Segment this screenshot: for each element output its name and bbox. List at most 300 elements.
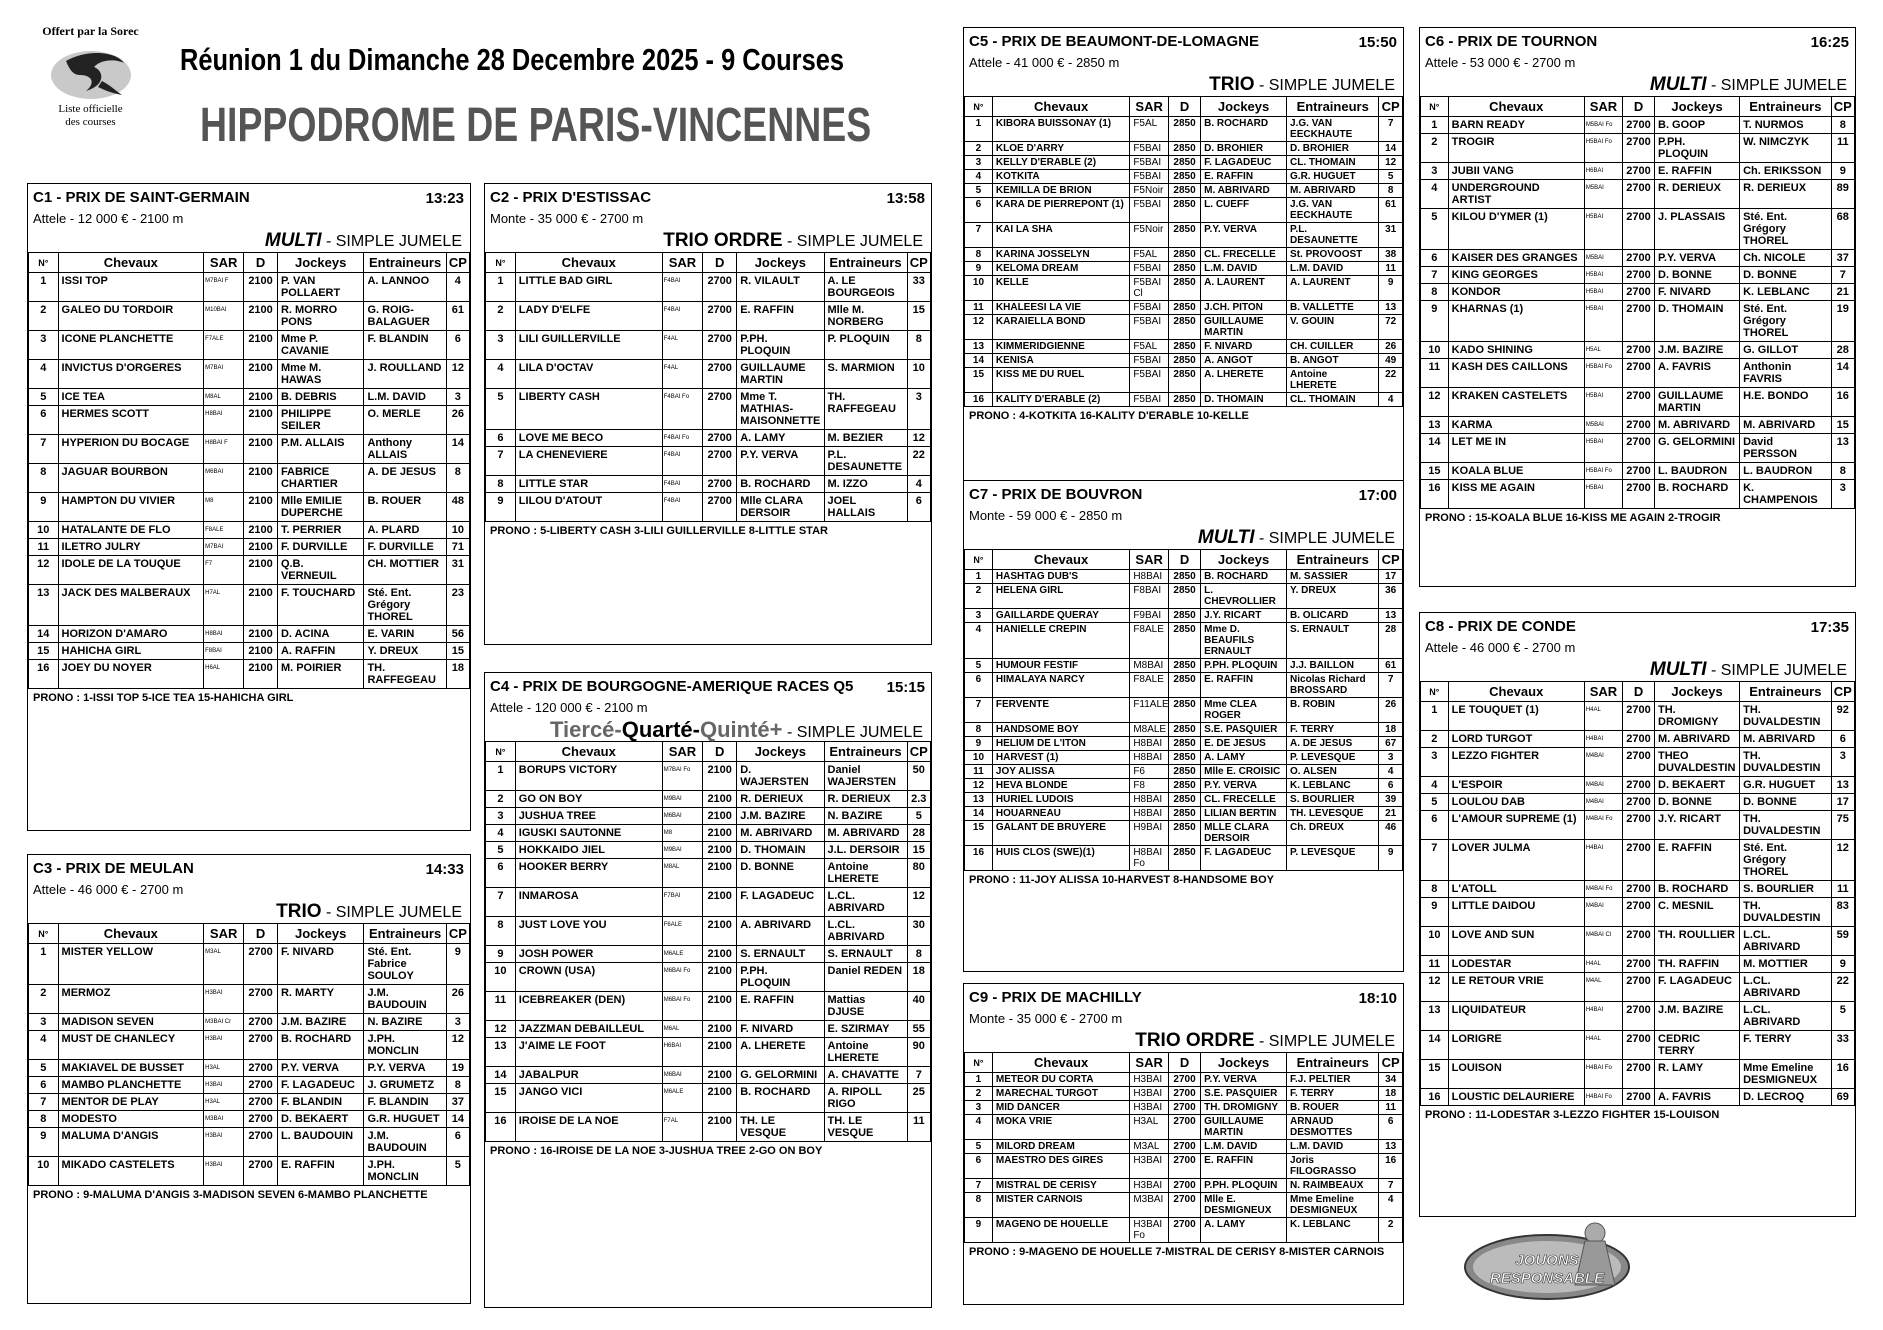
jockey: P.Y. VERVA — [1655, 250, 1740, 267]
horse-name: MARECHAL TURGOT — [992, 1087, 1129, 1101]
jockey: P.PH. PLOQUIN — [737, 963, 824, 992]
table-row — [486, 1084, 931, 1113]
runner-number: 16 — [29, 660, 59, 689]
distance: 2700 — [1623, 794, 1655, 811]
horse-name: MAGENO DE HOUELLE — [992, 1218, 1129, 1243]
runner-number: 13 — [965, 340, 993, 354]
column-header: Entraineurs — [824, 253, 907, 273]
distance: 2100 — [244, 406, 278, 435]
table-row — [965, 1179, 1403, 1193]
runner-number: 2 — [965, 1087, 993, 1101]
horse-name: HERMES SCOTT — [58, 406, 204, 435]
trainer: CL. THOMAIN — [1287, 393, 1379, 407]
race-time: 17:00 — [1358, 487, 1397, 504]
trainer: TH. RAFFEGEAU — [824, 389, 907, 430]
sar: H5BAI Fo — [1584, 359, 1622, 388]
odds: 34 — [1379, 1073, 1403, 1087]
horse-name: LE RETOUR VRIE — [1448, 973, 1584, 1002]
table-row — [1421, 777, 1855, 794]
jockey: B. DEBRIS — [277, 389, 364, 406]
horse-name: L'ESPOIR — [1448, 777, 1584, 794]
runner-number: 5 — [29, 389, 59, 406]
runner-number: 6 — [1421, 250, 1449, 267]
sar: F4AL — [662, 360, 702, 389]
distance: 2100 — [244, 273, 278, 302]
table-row — [29, 302, 470, 331]
horse-name: LE TOUQUET (1) — [1448, 702, 1584, 731]
horse-name: JABALPUR — [515, 1067, 662, 1084]
odds: 8 — [446, 1077, 469, 1094]
distance: 2700 — [1623, 956, 1655, 973]
runner-number: 14 — [965, 807, 993, 821]
trainer: N. RAIMBEAUX — [1287, 1179, 1379, 1193]
runner-number: 9 — [965, 262, 993, 276]
jockey: B. ROCHARD — [277, 1031, 364, 1060]
table-row — [1421, 163, 1855, 180]
prono-line: PRONO : 15-KOALA BLUE 16-KISS ME AGAIN 2-TROGIR — [1425, 512, 1721, 524]
odds: 12 — [907, 430, 930, 447]
horse-name: KIBORA BUISSONAY (1) — [992, 117, 1129, 142]
odds: 59 — [1831, 927, 1854, 956]
table-row — [965, 737, 1403, 751]
table-row — [486, 447, 931, 476]
column-header: N° — [965, 97, 993, 117]
column-header: Entraineurs — [824, 742, 907, 762]
runner-number: 11 — [486, 992, 516, 1021]
runner-number: 4 — [29, 360, 59, 389]
column-header: N° — [965, 550, 993, 570]
distance: 2850 — [1168, 793, 1200, 807]
runner-number: 7 — [965, 223, 993, 248]
horse-name: MOKA VRIE — [992, 1115, 1129, 1140]
sar: M4BAI Cl — [1584, 927, 1622, 956]
table-row — [1421, 250, 1855, 267]
jockey: R. LAMY — [1655, 1060, 1740, 1089]
trainer: V. GOUIN — [1287, 315, 1379, 340]
jockey: B. GOOP — [1655, 117, 1740, 134]
sar: H8BAI F — [204, 435, 244, 464]
horse-name: ISSI TOP — [58, 273, 204, 302]
runner-number: 5 — [965, 184, 993, 198]
sar: H8BAI — [1130, 737, 1169, 751]
distance: 2700 — [244, 1077, 278, 1094]
jockey: L. CHEVROLLIER — [1201, 584, 1287, 609]
sar: M7BAI — [204, 360, 244, 389]
trainer: P. PLOQUIN — [824, 331, 907, 360]
sar: F5BAI — [1130, 315, 1169, 340]
runner-number: 5 — [486, 389, 516, 430]
trainer: CH. MOTTIER — [364, 556, 446, 585]
table-row — [965, 751, 1403, 765]
jockey: GUILLAUME MARTIN — [1201, 315, 1287, 340]
horse-name: ICEBREAKER (DEN) — [515, 992, 662, 1021]
distance: 2700 — [244, 1157, 278, 1186]
jockey: FABRICE CHARTIER — [277, 464, 364, 493]
odds: 50 — [907, 762, 930, 791]
odds: 80 — [907, 859, 930, 888]
jockey: E. DE JESUS — [1201, 737, 1287, 751]
distance: 2100 — [703, 808, 737, 825]
horse-name: MODESTO — [58, 1111, 204, 1128]
sar: F8ALE — [204, 522, 244, 539]
runner-number: 10 — [965, 751, 993, 765]
sar: H8BAI Fo — [1130, 846, 1169, 871]
table-row — [29, 360, 470, 389]
jockey: L. BAUDRON — [1655, 463, 1740, 480]
odds: 92 — [1831, 702, 1854, 731]
sar: F4BAI — [662, 447, 702, 476]
distance: 2100 — [244, 389, 278, 406]
table-row — [486, 476, 931, 493]
race-name: C5 - PRIX DE BEAUMONT-DE-LOMAGNE — [969, 33, 1260, 50]
odds: 8 — [907, 331, 930, 360]
horse-name: LILI GUILLERVILLE — [515, 331, 662, 360]
jockey: F. LAGADEUC — [1201, 156, 1287, 170]
prono-line: PRONO : 11-JOY ALISSA 10-HARVEST 8-HANDSOME BOY — [969, 874, 1275, 886]
horse-name: IROISE DE LA NOE — [515, 1113, 662, 1142]
runner-number: 16 — [1421, 1089, 1449, 1106]
race-header — [1420, 28, 1855, 54]
trainer: A. CHAVATTE — [824, 1067, 907, 1084]
odds: 17 — [1379, 570, 1403, 584]
table-row — [965, 1073, 1403, 1087]
horse-name: JAGUAR BOURBON — [58, 464, 204, 493]
runner-number: 4 — [965, 623, 993, 659]
sar: H9BAI — [1130, 821, 1169, 846]
jockey: F. NIVARD — [1201, 340, 1287, 354]
jockey: F. NIVARD — [277, 944, 364, 985]
runner-number: 8 — [1421, 881, 1449, 898]
table-row — [29, 406, 470, 435]
distance: 2100 — [703, 963, 737, 992]
runners-table — [1420, 96, 1855, 509]
distance: 2100 — [244, 522, 278, 539]
sar: F5AL — [1130, 340, 1169, 354]
race-time: 15:15 — [886, 679, 925, 696]
horse-name: LET ME IN — [1448, 434, 1584, 463]
runner-number: 3 — [965, 156, 993, 170]
jockey: B. ROCHARD — [737, 1084, 824, 1113]
race-time: 17:35 — [1810, 619, 1849, 636]
odds: 15 — [1831, 417, 1854, 434]
jockey: A. LAMY — [1201, 751, 1287, 765]
sar: F4BAI Fo — [662, 389, 702, 430]
trainer: M. MOTTIER — [1740, 956, 1831, 973]
column-header: SAR — [1130, 97, 1169, 117]
trainer: W. NIMCZYK — [1740, 134, 1831, 163]
horse-name: LITTLE STAR — [515, 476, 662, 493]
jockey: Mlle E. CROISIC — [1201, 765, 1287, 779]
bet-types — [28, 230, 470, 252]
distance: 2850 — [1168, 184, 1200, 198]
sar: H4BAI Fo — [1584, 1060, 1622, 1089]
table-row — [965, 248, 1403, 262]
race-c8 — [1419, 612, 1856, 1217]
horse-name: HAHICHA GIRL — [58, 643, 204, 660]
bet-types — [1420, 74, 1855, 96]
trainer: J. GRUMETZ — [364, 1077, 446, 1094]
runner-number: 5 — [29, 1060, 59, 1077]
sar: M5BAI — [1584, 250, 1622, 267]
jockey: B. ROCHARD — [1655, 480, 1740, 509]
table-row — [965, 821, 1403, 846]
table-row — [1421, 180, 1855, 209]
jockey: E. RAFFIN — [737, 302, 824, 331]
trainer: P. LEVESQUE — [1287, 846, 1379, 871]
trainer: D. BONNE — [1740, 267, 1831, 284]
table-row — [965, 198, 1403, 223]
odds: 14 — [1831, 359, 1854, 388]
distance: 2700 — [1168, 1115, 1200, 1140]
sar: H8BAI — [1130, 793, 1169, 807]
table-row — [965, 623, 1403, 659]
horse-name: LOVE ME BECO — [515, 430, 662, 447]
horse-name: KELLE — [992, 276, 1129, 301]
bet-quinte: Quinté+ — [700, 717, 783, 742]
table-row — [1421, 267, 1855, 284]
trainer: L.CL. ABRIVARD — [1740, 1002, 1831, 1031]
horse-name: HARVEST (1) — [992, 751, 1129, 765]
distance: 2100 — [703, 791, 737, 808]
horse-name: LADY D'ELFE — [515, 302, 662, 331]
table-row — [486, 917, 931, 946]
trainer: S. ERNAULT — [1287, 623, 1379, 659]
jockey: E. RAFFIN — [277, 1157, 364, 1186]
horse-name: MALUMA D'ANGIS — [58, 1128, 204, 1157]
sar: M6ALE — [662, 1084, 702, 1113]
horse-name: JUSHUA TREE — [515, 808, 662, 825]
jockey: M. ABRIVARD — [1201, 184, 1287, 198]
sar: H3AL — [204, 1060, 244, 1077]
horse-name: LODESTAR — [1448, 956, 1584, 973]
odds: 16 — [1831, 388, 1854, 417]
race-c3 — [27, 854, 471, 1304]
sar: H3BAI — [1130, 1154, 1169, 1179]
trainer: K. LEBLANC — [1287, 1218, 1379, 1243]
table-row — [486, 825, 931, 842]
table-row — [1421, 1002, 1855, 1031]
column-header: CP — [907, 742, 930, 762]
distance: 2100 — [244, 626, 278, 643]
runner-number: 12 — [1421, 973, 1449, 1002]
trainer: N. BAZIRE — [364, 1014, 446, 1031]
table-header-row — [29, 924, 470, 944]
jockey: TH. ROULLIER — [1655, 927, 1740, 956]
distance: 2100 — [703, 1038, 737, 1067]
sar: H7AL — [204, 585, 244, 626]
jockey: E. RAFFIN — [737, 992, 824, 1021]
horse-name: MILORD DREAM — [992, 1140, 1129, 1154]
odds: 11 — [1831, 134, 1854, 163]
distance: 2700 — [1623, 359, 1655, 388]
table-row — [965, 723, 1403, 737]
jockey: A. RAFFIN — [277, 643, 364, 660]
runners-table — [28, 923, 470, 1186]
race-header — [485, 673, 931, 699]
bet-suffix: - SIMPLE JUMELE — [1254, 77, 1395, 94]
odds: 8 — [1379, 184, 1403, 198]
trainer: M. ABRIVARD — [1740, 417, 1831, 434]
prono-line: PRONO : 9-MAGENO DE HOUELLE 7-MISTRAL DE CERISY 8-MISTER CARNOIS — [969, 1246, 1385, 1258]
distance: 2700 — [1168, 1179, 1200, 1193]
trainer: J. ROULLAND — [364, 360, 446, 389]
trainer: O. MERLE — [364, 406, 446, 435]
trainer: B. OLICARD — [1287, 609, 1379, 623]
race-name: C1 - PRIX DE SAINT-GERMAIN — [33, 189, 250, 206]
trainer: TH. DUVALDESTIN — [1740, 748, 1831, 777]
runner-number: 6 — [29, 406, 59, 435]
runner-number: 9 — [965, 1218, 993, 1243]
runner-number: 16 — [965, 846, 993, 871]
horse-name: FERVENTE — [992, 698, 1129, 723]
table-row — [29, 539, 470, 556]
table-row — [965, 779, 1403, 793]
distance: 2850 — [1168, 723, 1200, 737]
trainer: Daniel WAJERSTEN — [824, 762, 907, 791]
horse-name: LOVE AND SUN — [1448, 927, 1584, 956]
table-row — [1421, 811, 1855, 840]
table-header-row — [29, 253, 470, 273]
jockey: D. BEKAERT — [1655, 777, 1740, 794]
column-header: D — [244, 924, 278, 944]
table-row — [965, 609, 1403, 623]
horse-name: KARAIELLA BOND — [992, 315, 1129, 340]
distance: 2850 — [1168, 846, 1200, 871]
race-name: C8 - PRIX DE CONDE — [1425, 618, 1576, 635]
distance: 2700 — [1168, 1101, 1200, 1115]
horse-name: HOUARNEAU — [992, 807, 1129, 821]
jockey: S.E. PASQUIER — [1201, 723, 1287, 737]
runner-number: 3 — [965, 1101, 993, 1115]
trainer: F. TERRY — [1287, 1087, 1379, 1101]
jockey: A. LAMY — [1201, 1218, 1287, 1243]
runner-number: 13 — [29, 585, 59, 626]
bet-main: MULTI — [1649, 74, 1707, 95]
jockey: Mme D. BEAUFILS ERNAULT — [1201, 623, 1287, 659]
sar: F5BAI — [1130, 262, 1169, 276]
table-row — [1421, 463, 1855, 480]
prono-line: PRONO : 11-LODESTAR 3-LEZZO FIGHTER 15-LOUISON — [1425, 1109, 1720, 1121]
distance: 2700 — [1623, 301, 1655, 342]
horse-name: KAISER DES GRANGES — [1448, 250, 1584, 267]
responsible-gaming-icon — [1455, 1215, 1640, 1310]
table-row — [1421, 840, 1855, 881]
trainer: B. ROUER — [364, 493, 446, 522]
sar: F11ALE — [1130, 698, 1169, 723]
jockey: L.M. DAVID — [1201, 1140, 1287, 1154]
trainer: TH. DUVALDESTIN — [1740, 811, 1831, 840]
trainer: J.L. DERSOIR — [824, 842, 907, 859]
table-row — [486, 762, 931, 791]
trainer: Ch. NICOLE — [1740, 250, 1831, 267]
table-row — [1421, 1089, 1855, 1106]
sar: M7BAI Fo — [662, 762, 702, 791]
odds: 19 — [1831, 301, 1854, 342]
trainer: TH. LEVESQUE — [1287, 807, 1379, 821]
sar: M9BAI — [662, 842, 702, 859]
distance: 2100 — [703, 946, 737, 963]
jockey: F. NIVARD — [737, 1021, 824, 1038]
sar: H3BAI — [204, 985, 244, 1014]
race-conditions: Attele - 46 000 € - 2700 m — [1425, 640, 1576, 655]
horse-name: CROWN (USA) — [515, 963, 662, 992]
distance: 2700 — [1168, 1073, 1200, 1087]
horse-name: LA CHENEVIERE — [515, 447, 662, 476]
odds: 37 — [446, 1094, 469, 1111]
trainer: N. BAZIRE — [824, 808, 907, 825]
sar: M6BAI Fo — [662, 963, 702, 992]
runner-number: 8 — [965, 723, 993, 737]
distance: 2100 — [244, 585, 278, 626]
distance: 2700 — [1623, 134, 1655, 163]
table-header-row — [486, 253, 931, 273]
odds: 21 — [1379, 807, 1403, 821]
odds: 26 — [446, 985, 469, 1014]
sar: M6BAI — [662, 808, 702, 825]
meeting-title: Réunion 1 du Dimanche 28 Decembre 2025 - 9 Courses — [180, 42, 844, 77]
runner-number: 13 — [486, 1038, 516, 1067]
table-row — [1421, 1031, 1855, 1060]
trainer: Mme Emeline DESMIGNEUX — [1287, 1193, 1379, 1218]
trainer: Anthony ALLAIS — [364, 435, 446, 464]
distance: 2700 — [1623, 434, 1655, 463]
distance: 2850 — [1168, 821, 1200, 846]
distance: 2100 — [244, 643, 278, 660]
distance: 2700 — [1623, 480, 1655, 509]
trainer: D. LECROQ — [1740, 1089, 1831, 1106]
bet-main: TRIO ORDRE — [1135, 1030, 1255, 1051]
runner-number: 3 — [486, 331, 516, 360]
table-row — [1421, 342, 1855, 359]
distance: 2700 — [1623, 748, 1655, 777]
runner-number: 1 — [1421, 117, 1449, 134]
logo-bottom-text-1: Liste officielle — [58, 103, 123, 115]
table-header-row — [486, 742, 931, 762]
odds: 4 — [446, 273, 469, 302]
jockey: R. MORRO PONS — [277, 302, 364, 331]
jockey: J. PLASSAIS — [1655, 209, 1740, 250]
jockey: PHILIPPE SEILER — [277, 406, 364, 435]
distance: 2700 — [1623, 117, 1655, 134]
trainer: Mattias DJUSE — [824, 992, 907, 1021]
horse-name: BORUPS VICTORY — [515, 762, 662, 791]
jockey: C. MESNIL — [1655, 898, 1740, 927]
trainer: E. SZIRMAY — [824, 1021, 907, 1038]
jockey: M. ABRIVARD — [1655, 731, 1740, 748]
odds: 15 — [446, 643, 469, 660]
sar: F8 — [1130, 779, 1169, 793]
sar: H5BAI — [1584, 434, 1622, 463]
runner-number: 8 — [1421, 284, 1449, 301]
table-row — [1421, 702, 1855, 731]
horse-name: LILA D'OCTAV — [515, 360, 662, 389]
column-header: SAR — [1584, 682, 1622, 702]
trainer: D. BONNE — [1740, 794, 1831, 811]
jockey: A. ABRIVARD — [737, 917, 824, 946]
sar: M3AL — [1130, 1140, 1169, 1154]
odds: 2.3 — [907, 791, 930, 808]
odds: 8 — [907, 946, 930, 963]
odds: 3 — [1379, 751, 1403, 765]
jockey: J.M. BAZIRE — [737, 808, 824, 825]
trainer: B. ROBIN — [1287, 698, 1379, 723]
odds: 11 — [907, 1113, 930, 1142]
horse-name: JOSH POWER — [515, 946, 662, 963]
runner-number: 8 — [965, 248, 993, 262]
runner-number: 12 — [486, 1021, 516, 1038]
runner-number: 5 — [965, 1140, 993, 1154]
jockey: TH. LE VESQUE — [737, 1113, 824, 1142]
